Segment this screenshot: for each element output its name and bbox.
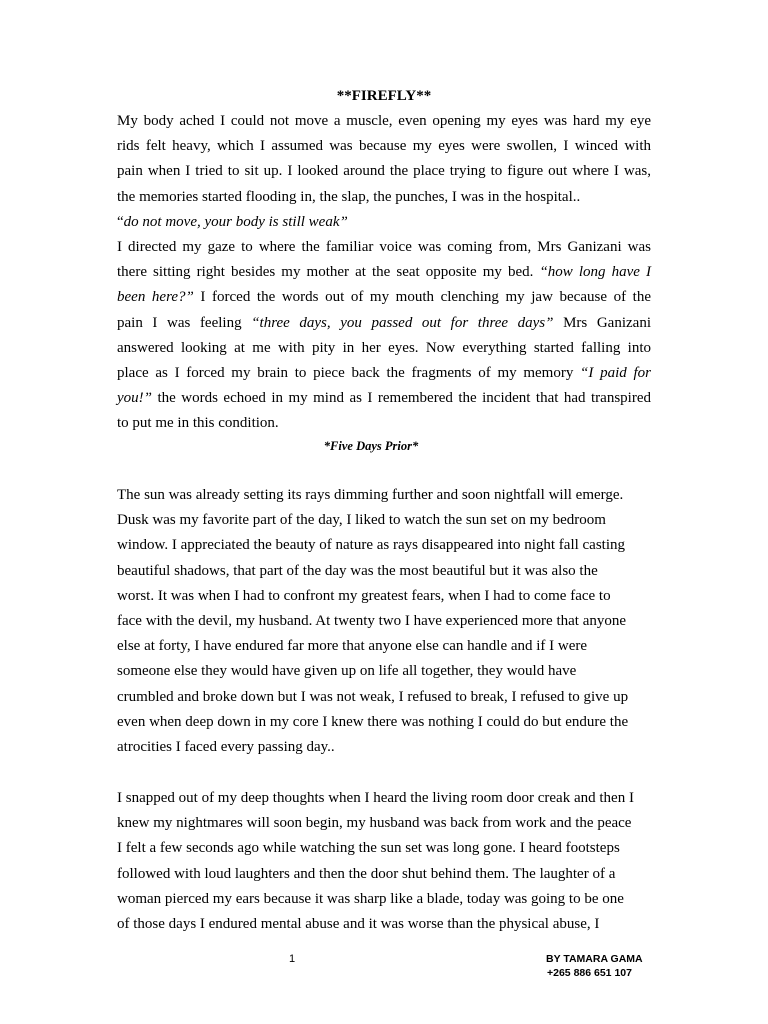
dialogue-text: “three days, you passed out for three days” xyxy=(251,314,554,331)
narrative-text: rids felt heavy, which I assumed was because my eyes were swollen, I winced with xyxy=(117,138,651,155)
narrative-text: answered looking at me with pity in her eyes. Now everything started falling into xyxy=(117,339,651,356)
dialogue-text: you!” xyxy=(117,390,152,407)
narrative-text: Mrs Ganizani xyxy=(553,314,651,331)
narrative-text: pain when I tried to sit up. I looked around the place trying to figure out where I was, xyxy=(117,163,651,180)
opening-section xyxy=(117,109,651,436)
text-line: worst. It was when I had to confront my greatest fears, when I had to come face to xyxy=(117,587,611,604)
dialogue-text: been here?” xyxy=(117,289,194,306)
text-line xyxy=(117,185,651,210)
narrative-text: pain I was feeling xyxy=(117,314,252,331)
flashback-paragraph-1 xyxy=(117,483,651,760)
dialogue-text: do not move, your body is still weak” xyxy=(123,213,348,230)
author-credit xyxy=(546,952,643,980)
text-line: followed with loud laughters and then the door shut behind them. The laughter of a xyxy=(117,865,616,882)
text-line xyxy=(117,260,651,285)
text-line: knew my nightmares will soon begin, my husband was back from work and the peace xyxy=(117,815,632,832)
text-line: woman pierced my ears because it was sharp like a blade, today was going to be one xyxy=(117,890,624,907)
text-line: atrocities I faced every passing day.. xyxy=(117,738,335,755)
text-line xyxy=(117,134,651,159)
text-line: even when deep down in my core I knew there was nothing I could do but endure the xyxy=(117,713,629,730)
text-line xyxy=(117,109,651,134)
narrative-text: there sitting right besides my mother at the seat opposite my bed. xyxy=(117,264,540,281)
text-line: face with the devil, my husband. At twenty two I have experienced more that anyone xyxy=(117,612,627,629)
narrative-text: the words echoed in my mind as I remembered the incident that had transpired xyxy=(152,390,651,407)
text-line: I felt a few seconds ago while watching the sun set was long gone. I heard footsteps xyxy=(117,840,620,857)
text-line: Dusk was my favorite part of the day, I liked to watch the sun set on my bedroom xyxy=(117,512,606,529)
author-phone: +265 886 651 107 xyxy=(547,967,632,979)
text-line: beautiful shadows, that part of the day was the most beautiful but it was also the xyxy=(117,562,598,579)
flashback-paragraph-2 xyxy=(117,786,651,937)
narrative-text: the memories started flooding in, the slap, the punches, I was in the hospital.. xyxy=(117,188,581,205)
text-line xyxy=(117,285,651,310)
text-line: of those days I endured mental abuse and it was worse than the physical abuse, I xyxy=(117,915,600,932)
story-title: **FIREFLY** xyxy=(336,88,432,104)
narrative-text: My body ached I could not move a muscle, even opening my eyes was hard my eye xyxy=(117,113,651,129)
text-line xyxy=(117,361,651,386)
text-line xyxy=(117,411,651,436)
text-line xyxy=(117,210,651,235)
text-line xyxy=(117,159,651,184)
narrative-text: I directed my gaze to where the familiar voice was coming from, Mrs Ganizani was xyxy=(117,238,651,255)
section-subheading: *Five Days Prior* xyxy=(323,439,419,453)
dialogue-text: “I paid for xyxy=(580,364,651,381)
text-line: else at forty, I have endured far more that anyone else can handle and if I were xyxy=(117,638,588,655)
narrative-text: “ xyxy=(117,213,124,230)
text-line: crumbled and broke down but I was not weak, I refused to break, I refused to give up xyxy=(117,688,629,705)
text-line xyxy=(117,336,651,361)
text-line: someone else they would have given up on life all together, they would have xyxy=(117,663,577,680)
narrative-text: place as I forced my brain to piece back the fragments of my memory xyxy=(117,364,581,381)
narrative-text: I forced the words out of my mouth clenching my jaw because of the xyxy=(193,289,651,306)
narrative-text: to put me in this condition. xyxy=(117,415,279,432)
page-number: 1 xyxy=(289,953,296,965)
text-line: The sun was already setting its rays dimming further and soon nightfall will emerge. xyxy=(117,487,624,503)
text-line xyxy=(117,386,651,411)
text-line xyxy=(117,235,651,260)
dialogue-text: “how long have I xyxy=(539,264,651,281)
author-name: BY TAMARA GAMA xyxy=(546,953,643,965)
text-line: window. I appreciated the beauty of nature as rays disappeared into night fall casting xyxy=(117,537,626,554)
text-line: I snapped out of my deep thoughts when I heard the living room door creak and then I xyxy=(117,790,634,806)
text-line xyxy=(117,311,651,336)
